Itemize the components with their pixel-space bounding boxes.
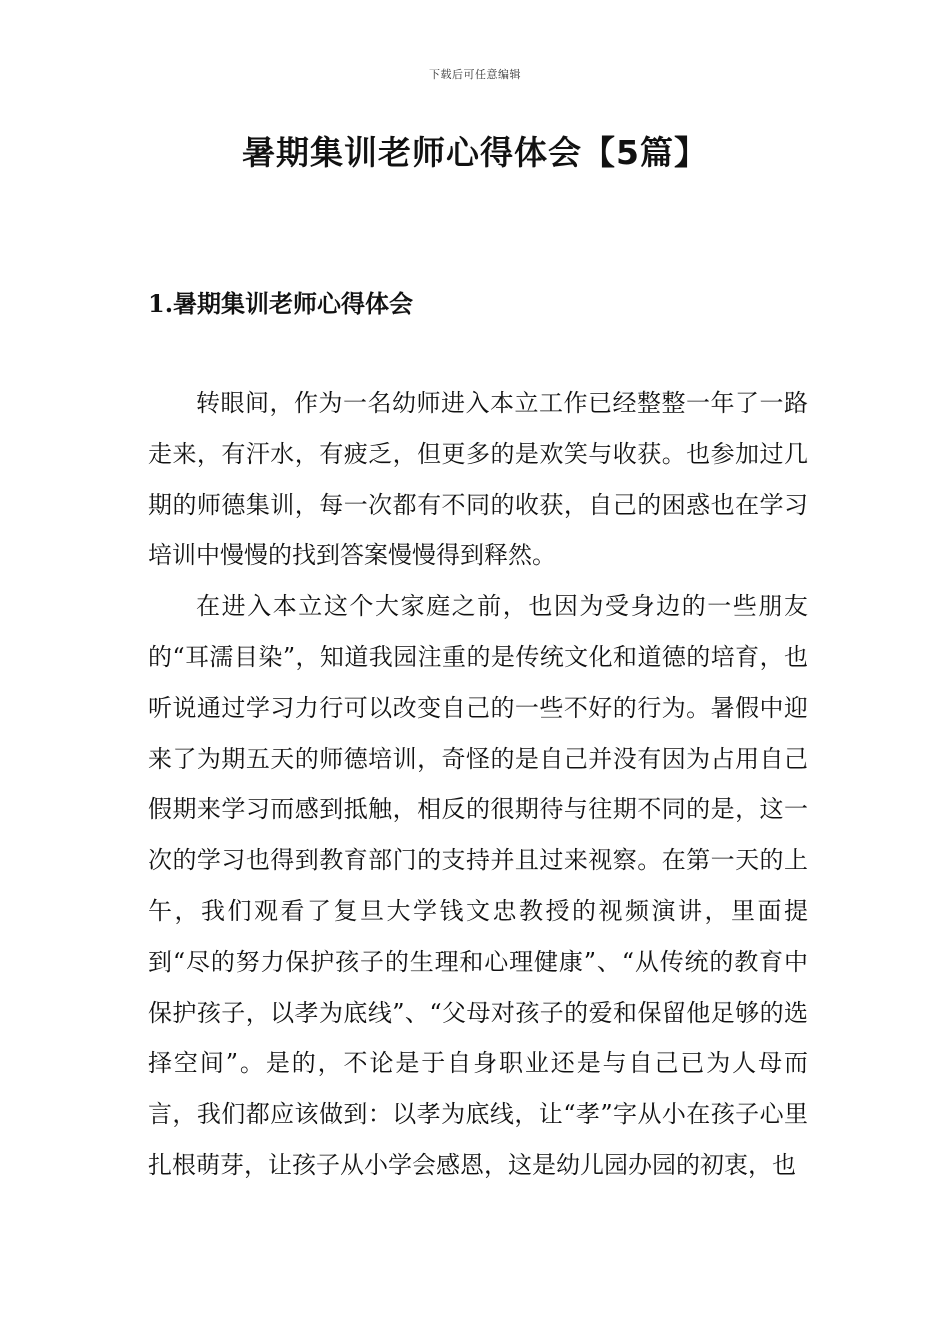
document-title: 暑期集训老师心得体会【5篇】 [242,133,708,172]
document-body [148,378,808,1191]
section-heading: 1.暑期集训老师心得体会 [148,289,414,318]
header-note: 下载后可任意编辑 [429,68,521,81]
paragraph: 在进入本立这个大家庭之前，也因为受身边的一些朋友的“耳濡目染”，知道我园注重的是传统文化和道德的培育，也听说通过学习力行可以改变自己的一些不好的行为。暑假中迎来了为期五天的师德培训，奇怪的是自己并没有因为占用自己假期来学习而感到抵触，相反的很期待与往期不同的是，这一次的学习也得到教育部门的支持并且过来视察。在第一天的上午，我们观看了复旦大学钱文忠教授的视频演讲，里面提到“尽的努力保护孩子的生理和心理健康”、“从传统的教育中保护孩子，以孝为底线”、“父母对孩子的爱和保留他足够的选择空间”。是的，不论是于自身职业还是与自己已为人母而言，我们都应该做到：以孝为底线，让“孝”字从小在孩子心里扎根萌芽，让孩子从小学会感恩，这是幼儿园办园的初衷，也 [148,592,808,1179]
paragraph: 转眼间，作为一名幼师进入本立工作已经整整一年了一路走来，有汗水，有疲乏，但更多的是欢笑与收获。也参加过几期的师德集训，每一次都有不同的收获，自己的困惑也在学习培训中慢慢的找到答案慢慢得到释然。 [148,389,808,570]
